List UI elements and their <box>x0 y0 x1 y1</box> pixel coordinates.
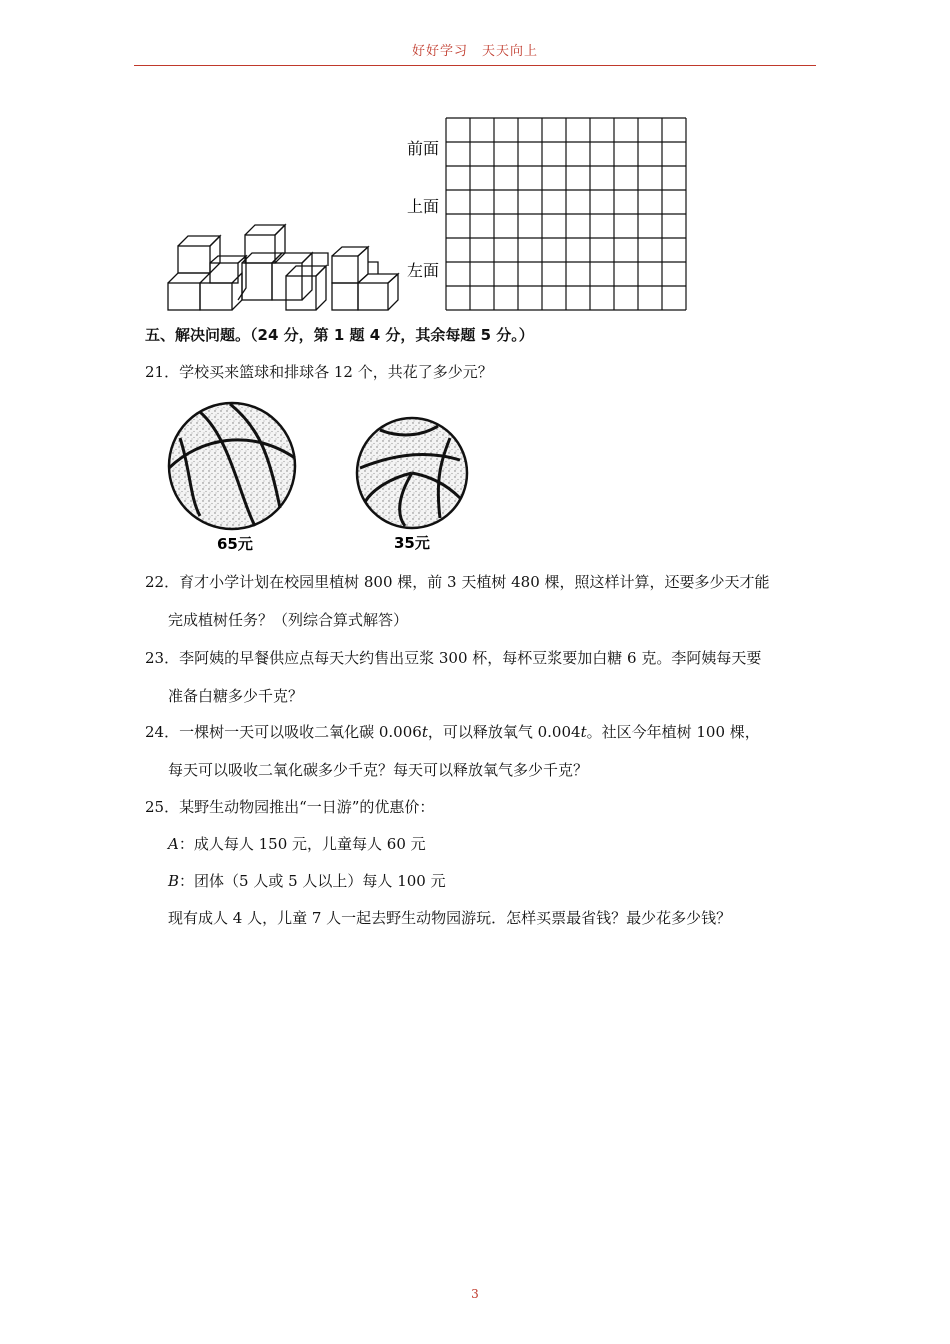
question-21: 21．学校买来篮球和排球各 12 个，共花了多少元？ <box>145 363 493 381</box>
question-22-line2: 完成植树任务？（列综合算式解答） <box>168 611 409 629</box>
label-front: 前面 <box>407 139 440 158</box>
balls-figure <box>160 398 490 558</box>
question-23-line2: 准备白糖多少千克？ <box>168 687 304 705</box>
basketball-price: 65元 <box>217 535 253 553</box>
volleyball-icon <box>357 418 467 528</box>
question-25-option-b <box>168 871 446 891</box>
page-header: 好好学习 天天向上 <box>411 44 538 59</box>
basketball-icon <box>169 403 295 529</box>
option-b-text: ：团体（5 人或 5 人以上）每人 100 元 <box>179 872 446 890</box>
option-a-text: ：成人每人 150 元，儿童每人 60 元 <box>178 835 426 853</box>
answer-grid <box>446 118 686 310</box>
q24-unit-2: t <box>580 723 587 741</box>
page-number: 3 <box>471 1287 479 1301</box>
question-25-option-a <box>168 834 426 854</box>
q24-part-c: 。社区今年植树 100 棵， <box>586 723 760 741</box>
section-title: 五、解决问题。（24 分，第 1 题 4 分，其余每题 5 分。） <box>145 326 534 344</box>
question-25-line4: 现有成人 4 人，儿童 7 人一起去野生动物园游玩．怎样买票最省钱？最少花多少钱？ <box>168 909 732 927</box>
question-25-line1: 25．某野生动物园推出“一日游”的优惠价： <box>145 798 435 816</box>
question-22-line1: 22．育才小学计划在校园里植树 800 棵，前 3 天植树 480 棵，照这样计算，还要多少天才能 <box>145 573 770 591</box>
question-23-line1: 23．李阿姨的早餐供应点每天大约售出豆浆 300 杯，每杯豆浆要加白糖 6 克。李阿姨每天要 <box>145 649 762 667</box>
q24-part-b: ，可以释放氧气 0.004 <box>427 723 581 741</box>
three-view-figure <box>160 110 700 320</box>
question-24-line2: 每天可以吸收二氧化碳多少千克？每天可以释放氧气多少千克？ <box>168 761 589 779</box>
option-a-letter: A <box>168 835 179 853</box>
cube-solid-3 <box>332 247 398 310</box>
volleyball-price: 35元 <box>394 534 430 552</box>
option-b-letter: B <box>168 872 180 890</box>
question-24-line1 <box>145 722 760 742</box>
q24-part-a: 24．一棵树一天可以吸收二氧化碳 0.006 <box>145 723 422 741</box>
q24-unit-1: t <box>421 723 428 741</box>
label-left: 左面 <box>407 261 440 280</box>
header-divider <box>134 65 816 66</box>
cube-solid-1 <box>168 236 246 310</box>
cube-solid-2 <box>242 225 328 310</box>
label-top: 上面 <box>407 197 440 216</box>
